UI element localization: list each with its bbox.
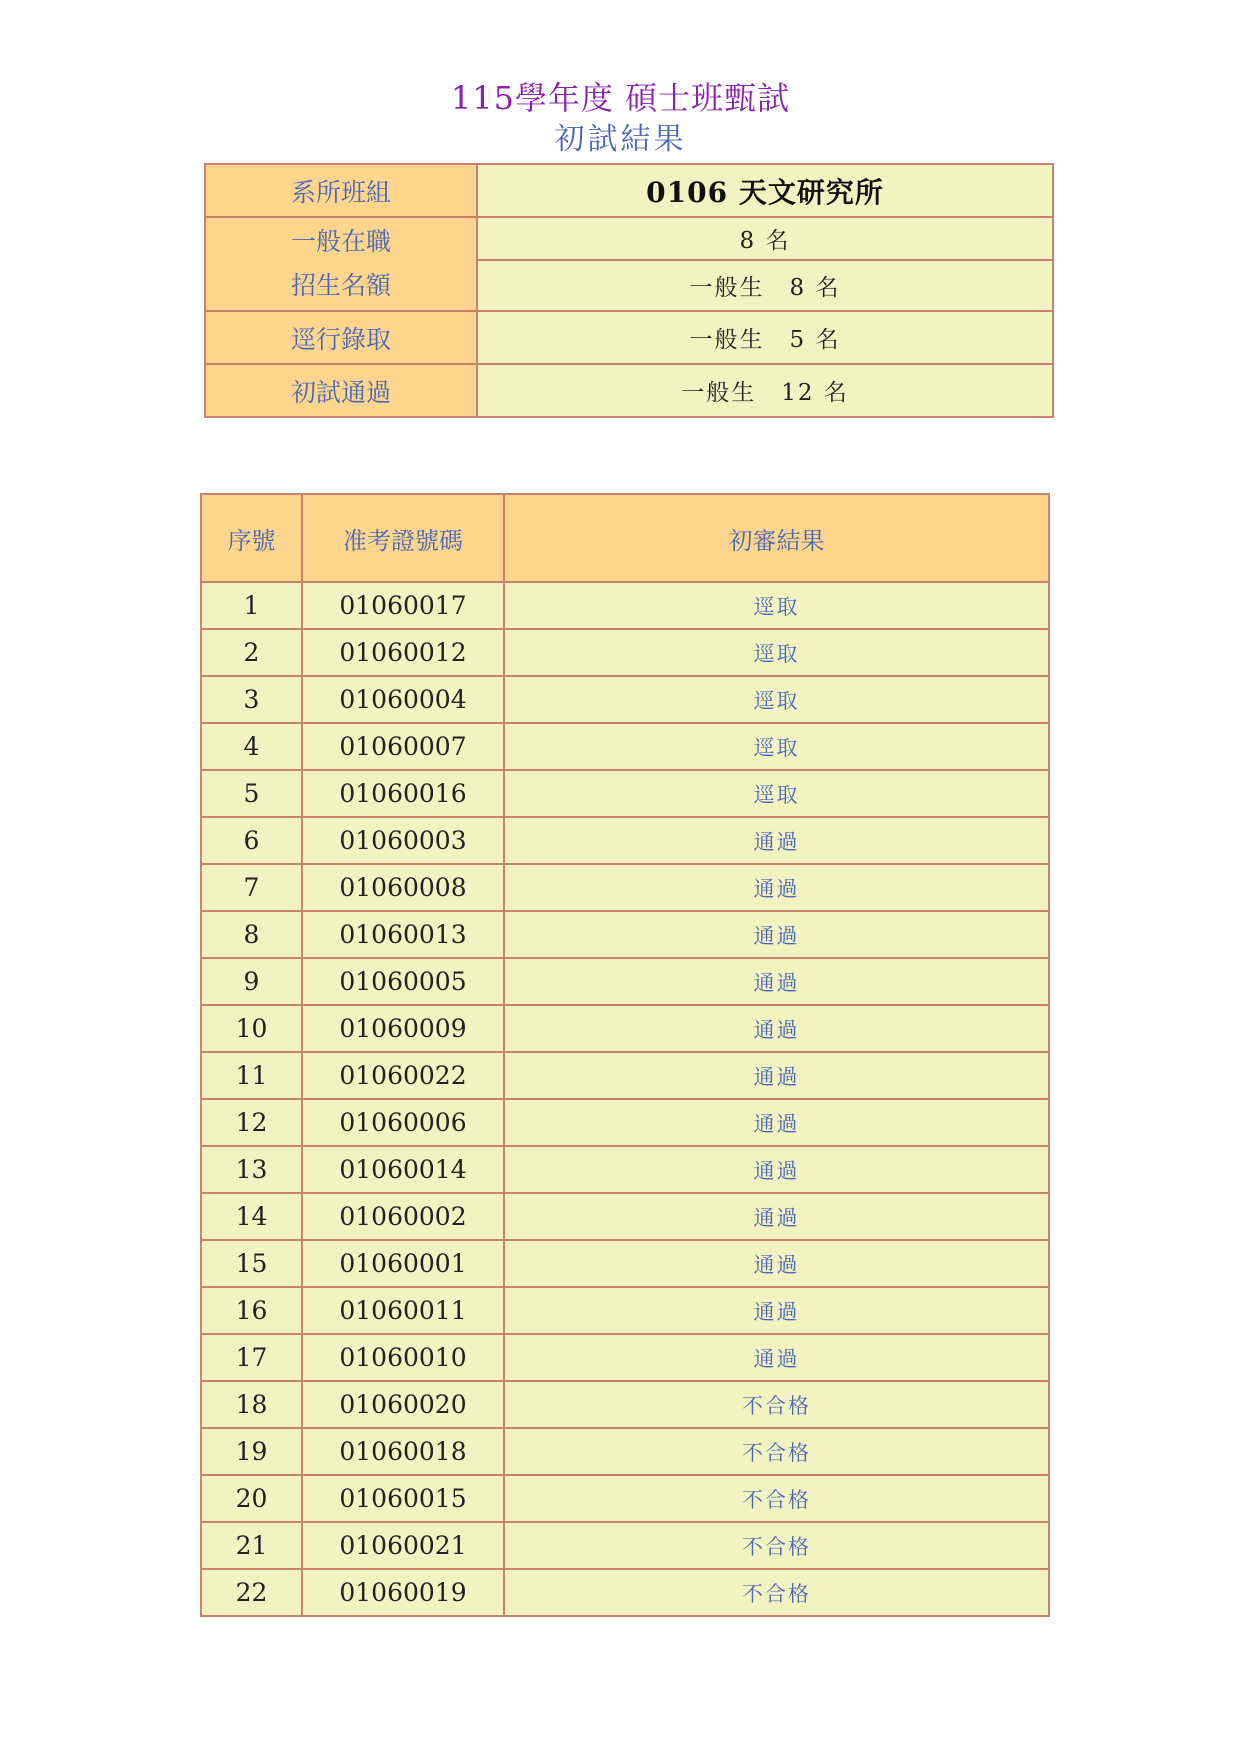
exam-number: 01060003 (302, 817, 504, 864)
row-number: 16 (201, 1287, 302, 1334)
review-result: 通過 (504, 864, 1049, 911)
table-row (201, 1287, 1049, 1334)
exam-number: 01060019 (302, 1569, 504, 1616)
review-result: 通過 (504, 1099, 1049, 1146)
exam-number: 01060022 (302, 1052, 504, 1099)
exam-number: 01060009 (302, 1005, 504, 1052)
review-result: 通過 (504, 1287, 1049, 1334)
review-result: 通過 (504, 1193, 1049, 1240)
col-header-result: 初審結果 (504, 494, 1049, 582)
exam-number: 01060015 (302, 1475, 504, 1522)
table-row (201, 582, 1049, 629)
dept-label: 系所班組 (205, 164, 477, 217)
results-body (201, 582, 1049, 1616)
review-result: 通過 (504, 1334, 1049, 1381)
pass-label: 初試通過 (205, 364, 477, 417)
exam-number: 01060018 (302, 1428, 504, 1475)
admit-value: 一般生 5 名 (477, 311, 1053, 364)
admit-row (205, 311, 1053, 364)
row-number: 14 (201, 1193, 302, 1240)
exam-number: 01060021 (302, 1522, 504, 1569)
exam-number: 01060007 (302, 723, 504, 770)
row-number: 3 (201, 676, 302, 723)
exam-number: 01060016 (302, 770, 504, 817)
row-number: 20 (201, 1475, 302, 1522)
table-row (201, 958, 1049, 1005)
table-row (201, 1381, 1049, 1428)
table-row (201, 1099, 1049, 1146)
quota-label-line1: 一般在職 (290, 227, 391, 256)
row-number: 6 (201, 817, 302, 864)
table-row (201, 911, 1049, 958)
review-result: 不合格 (504, 1381, 1049, 1428)
quota-general: 一般生 8 名 (477, 260, 1053, 311)
dept-row (205, 164, 1053, 217)
table-row (201, 864, 1049, 911)
review-result: 通過 (504, 1052, 1049, 1099)
row-number: 2 (201, 629, 302, 676)
table-row (201, 817, 1049, 864)
review-result: 通過 (504, 911, 1049, 958)
exam-number: 01060014 (302, 1146, 504, 1193)
results-header-row (201, 494, 1049, 582)
review-result: 通過 (504, 1146, 1049, 1193)
page-subtitle: 初試結果 (554, 122, 687, 157)
row-number: 19 (201, 1428, 302, 1475)
review-result: 不合格 (504, 1522, 1049, 1569)
row-number: 10 (201, 1005, 302, 1052)
exam-number: 01060017 (302, 582, 504, 629)
review-result: 不合格 (504, 1428, 1049, 1475)
row-number: 11 (201, 1052, 302, 1099)
review-result: 不合格 (504, 1475, 1049, 1522)
row-number: 1 (201, 582, 302, 629)
exam-number: 01060020 (302, 1381, 504, 1428)
row-number: 22 (201, 1569, 302, 1616)
table-row (201, 1146, 1049, 1193)
exam-number: 01060001 (302, 1240, 504, 1287)
table-row (201, 1475, 1049, 1522)
table-row (201, 1569, 1049, 1616)
table-row (201, 629, 1049, 676)
review-result: 逕取 (504, 629, 1049, 676)
review-result: 逕取 (504, 723, 1049, 770)
exam-number: 01060004 (302, 676, 504, 723)
table-row (201, 1193, 1049, 1240)
exam-number: 01060013 (302, 911, 504, 958)
row-number: 13 (201, 1146, 302, 1193)
review-result: 逕取 (504, 582, 1049, 629)
table-row (201, 723, 1049, 770)
quota-label-line2: 招生名額 (290, 271, 391, 300)
pass-row (205, 364, 1053, 417)
admit-label: 逕行錄取 (205, 311, 477, 364)
quota-total: 8 名 (477, 217, 1053, 260)
page-title: 115學年度 碩士班甄試 (450, 79, 791, 117)
review-result: 通過 (504, 817, 1049, 864)
row-number: 5 (201, 770, 302, 817)
review-result: 逕取 (504, 770, 1049, 817)
table-row (201, 1052, 1049, 1099)
dept-value: 0106 天文研究所 (477, 164, 1053, 217)
summary-table (204, 163, 1054, 418)
review-result: 通過 (504, 958, 1049, 1005)
review-result: 通過 (504, 1240, 1049, 1287)
exam-number: 01060011 (302, 1287, 504, 1334)
quota-label (205, 217, 477, 311)
row-number: 18 (201, 1381, 302, 1428)
exam-number: 01060008 (302, 864, 504, 911)
table-row (201, 1522, 1049, 1569)
row-number: 17 (201, 1334, 302, 1381)
row-number: 8 (201, 911, 302, 958)
exam-number: 01060006 (302, 1099, 504, 1146)
table-row (201, 770, 1049, 817)
col-header-id: 准考證號碼 (302, 494, 504, 582)
row-number: 21 (201, 1522, 302, 1569)
row-number: 9 (201, 958, 302, 1005)
table-row (201, 1334, 1049, 1381)
exam-number: 01060002 (302, 1193, 504, 1240)
exam-number: 01060005 (302, 958, 504, 1005)
row-number: 7 (201, 864, 302, 911)
results-table (200, 493, 1050, 1617)
review-result: 通過 (504, 1005, 1049, 1052)
table-row (201, 676, 1049, 723)
review-result: 逕取 (504, 676, 1049, 723)
pass-value: 一般生 12 名 (477, 364, 1053, 417)
exam-number: 01060010 (302, 1334, 504, 1381)
quota-row (205, 217, 1053, 260)
table-row (201, 1005, 1049, 1052)
col-header-no: 序號 (201, 494, 302, 582)
table-row (201, 1428, 1049, 1475)
review-result: 不合格 (504, 1569, 1049, 1616)
table-row (201, 1240, 1049, 1287)
row-number: 4 (201, 723, 302, 770)
row-number: 15 (201, 1240, 302, 1287)
exam-number: 01060012 (302, 629, 504, 676)
row-number: 12 (201, 1099, 302, 1146)
